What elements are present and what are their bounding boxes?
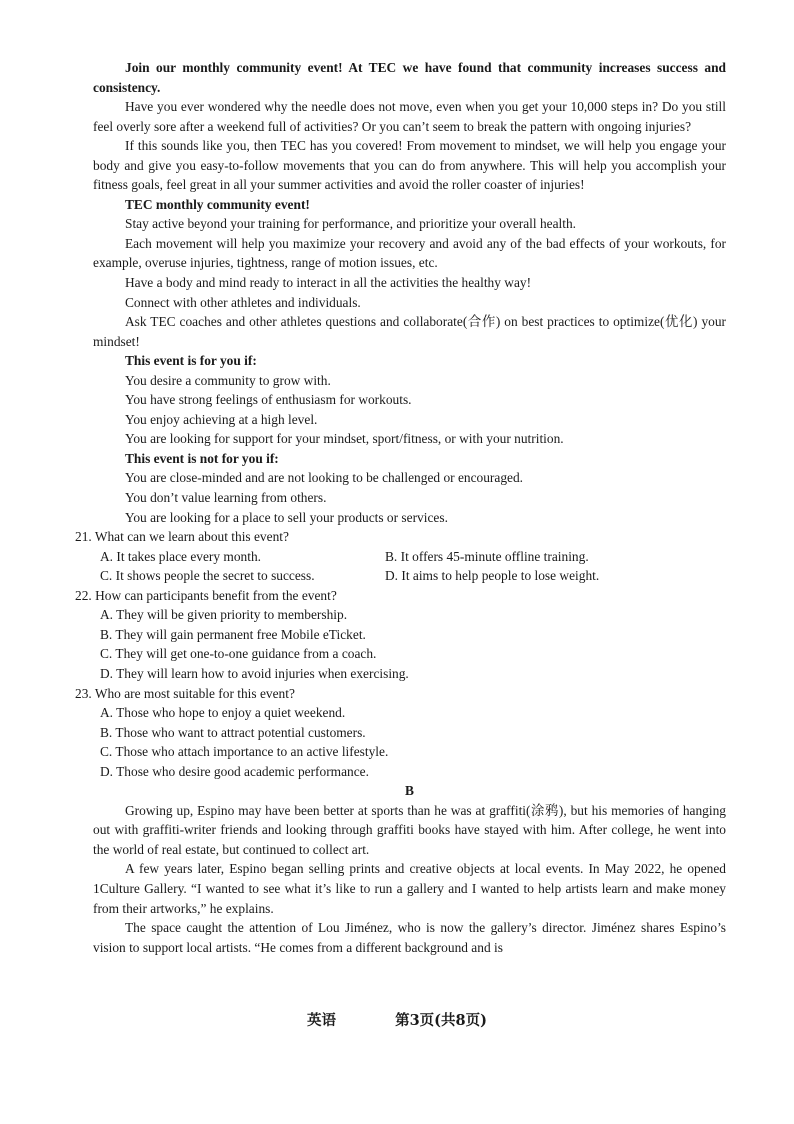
question-21 [75,527,726,586]
option-d: D. Those who desire good academic performance. [100,763,369,779]
paragraph: The space caught the attention of Lou Jiménez, who is now the gallery’s director. Jiménez shares Espino’s vision to support local artists. “He comes from a different background and is [93,920,726,955]
options [93,547,726,586]
subject-label: 英语 [307,1012,337,1029]
question-23 [75,684,726,782]
intro-heading: Join our monthly community event! At TEC we have found that community increases success and consistency. [93,60,726,95]
option-c: C. It shows people the secret to success. [100,568,315,584]
section-label: B [405,783,414,799]
for-you-heading: This event is for you if: [125,353,257,369]
option-b: B. They will gain permanent free Mobile eTicket. [100,626,366,642]
option-d: D. They will learn how to avoid injuries when exercising. [100,665,409,681]
for-you-item: You desire a community to grow with. [125,372,331,388]
option-d: D. It aims to help people to lose weight. [385,568,600,584]
paragraph: Stay active beyond your training for performance, and prioritize your overall health. [125,216,577,232]
question-stem: 23. Who are most suitable for this event? [75,685,295,701]
paragraph: Have a body and mind ready to interact in all the activities the healthy way! [125,275,532,291]
option-b: B. It offers 45-minute offline training. [385,548,589,564]
question-stem: 22. How can participants benefit from the event? [75,587,337,603]
option-c: C. They will get one-to-one guidance from a coach. [100,646,377,662]
paragraph: Growing up, Espino may have been better at sports than he was at graffiti(涂鸦), but his memories of hanging out with graffiti-writer friends and looking through graffiti books have stayed with him. After college, he went into the world of real estate, but continued to collect art. [93,802,726,857]
paragraph: A few years later, Espino began selling prints and creative objects at local events. In May 2022, he opened 1Culture Gallery. “I wanted to see what it’s like to run a gallery and I wanted to help artists learn and make money from their artworks,” he explains. [93,861,726,916]
page-number: 第3页(共8页) [395,1012,487,1029]
not-for-you-item: You are looking for a place to sell your products or services. [125,509,448,525]
option-a: A. Those who hope to enjoy a quiet weekend. [100,705,346,721]
event-heading: TEC monthly community event! [125,196,310,212]
passage-b [93,781,726,957]
option-c: C. Those who attach importance to an active lifestyle. [100,744,389,760]
question-stem: 21. What can we learn about this event? [75,529,289,545]
paragraph: Have you ever wondered why the needle does not move, even when you get your 10,000 steps in? Do you still feel overly sore after a weekend full of activities? Or you can’t seem to break the pattern with ongoing injuries? [93,99,726,134]
page-footer [0,1011,794,1031]
for-you-item: You are looking for support for your mindset, sport/fitness, or with your nutrition. [125,431,564,447]
option-b: B. Those who want to attract potential customers. [100,724,366,740]
not-for-you-heading: This event is not for you if: [125,450,279,466]
question-22 [75,586,726,684]
paragraph: If this sounds like you, then TEC has you covered! From movement to mindset, we will help you engage your body and give you easy-to-follow movements that you can do from anywhere. This will help you accomplish your fitness goals, feel great in all your summer activities and avoid the roller coaster of injuries! [93,138,726,193]
not-for-you-item: You are close-minded and are not looking to be challenged or encouraged. [125,470,523,486]
paragraph: Ask TEC coaches and other athletes questions and collaborate(合作) on best practices to optimize(优化) your mindset! [93,314,726,349]
paragraph: Each movement will help you maximize your recovery and avoid any of the bad effects of your workouts, for example, overuse injuries, tightness, range of motion issues, etc. [93,235,726,271]
for-you-item: You enjoy achieving at a high level. [125,411,318,427]
passage-a [93,58,726,527]
option-a: A. It takes place every month. [100,548,262,564]
paragraph: Connect with other athletes and individuals. [125,294,361,310]
option-a: A. They will be given priority to membership. [100,607,348,623]
not-for-you-item: You don’t value learning from others. [125,490,327,506]
for-you-item: You have strong feelings of enthusiasm for workouts. [125,392,412,408]
